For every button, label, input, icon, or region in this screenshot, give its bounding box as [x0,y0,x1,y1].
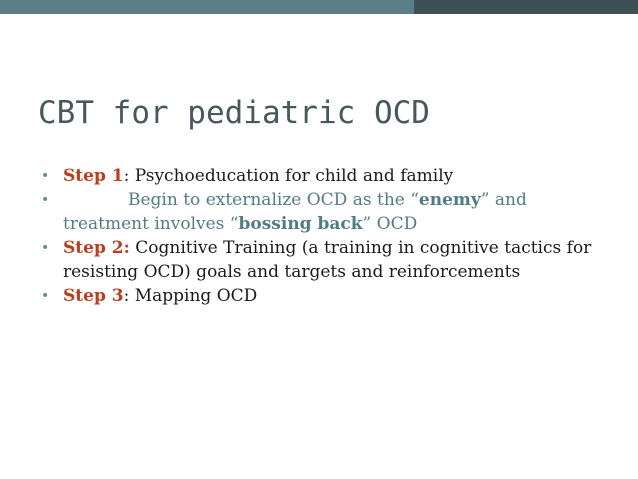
externalize-text-b: ” and treatment involves “ [63,190,527,234]
bullet-marker: • [41,168,50,184]
bullet-marker: • [41,288,50,304]
bullet-list [40,164,610,308]
step-1-text: : Psychoeducation for child and family [123,166,454,186]
bossing-back-emphasis: bossing back [238,214,363,234]
externalize-text-a: Begin to externalize OCD as the “ [128,190,419,210]
top-bar-accent [414,0,638,14]
step-3-text: : Mapping OCD [123,286,258,306]
step-1-number: 1 [111,166,124,186]
step-3-label [63,286,124,306]
bullet-marker: • [41,240,50,256]
enemy-emphasis: enemy [418,190,481,210]
externalize-text-c: ” OCD [362,214,418,234]
bullet-marker: • [41,192,50,208]
bullet-step-3 [40,284,610,308]
step-3-word: Step [63,286,112,306]
step-1-word: Step [63,166,112,186]
step-3-number: 3 [111,286,124,306]
step-2-label: Step 2: [63,238,130,258]
bullet-externalize [40,188,610,236]
slide-title: CBT for pediatric OCD [38,95,430,131]
bullet-step-1 [40,164,610,188]
step-1-label [63,166,124,186]
bullet-step-2 [40,236,610,284]
step-2-text: Cognitive Training (a training in cognitive tactics for resisting OCD) goals and targets and reinforcements [63,238,592,282]
